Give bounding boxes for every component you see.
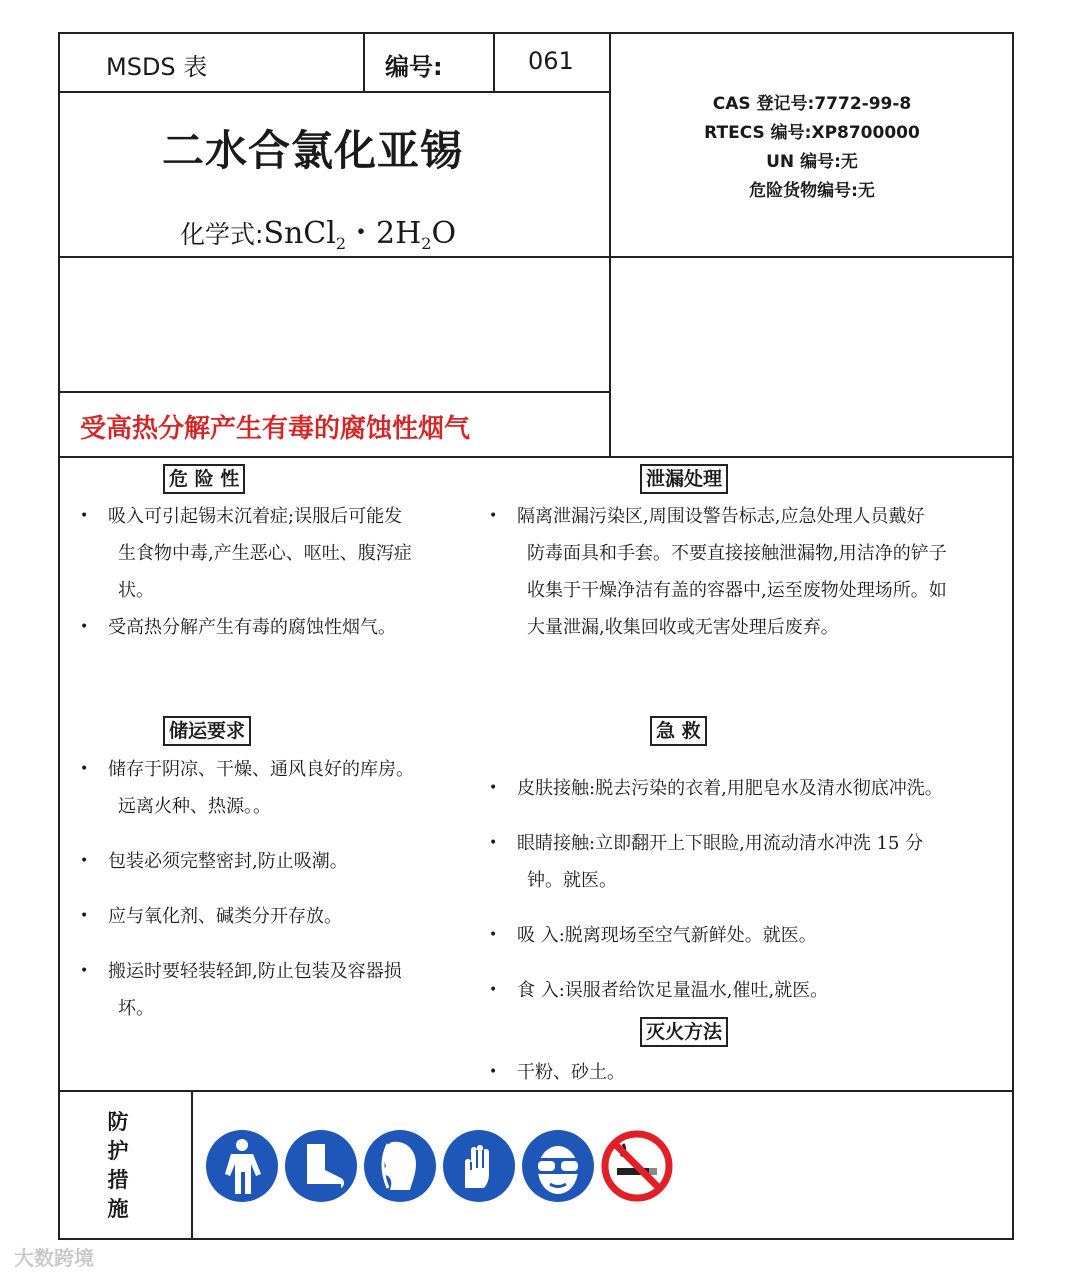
no-smoking-icon [599,1128,675,1204]
item-line: 应与氧化剂、碱类分开存放。 [108,906,342,927]
item-line: 皮肤接触:脱去污染的衣着,用肥皂水及清水彻底冲洗。 [517,778,943,799]
fire-list [469,1054,1014,1091]
section-title-fire: 灭火方法 [640,1017,728,1047]
protection-label [103,1108,133,1224]
first-aid-list [469,770,1014,1027]
protection-label-char: 措 [107,1168,129,1192]
number-value: 061 [528,47,574,75]
storage-list [60,751,480,1045]
spill-item [469,498,1014,646]
chemical-name: 二水合氯化亚锡 [162,126,464,175]
safety-goggles-icon [520,1128,596,1204]
divider [60,456,1012,458]
divider [191,1091,193,1238]
storage-item [60,953,480,1027]
item-line: 生食物中毒,产生恶心、呕吐、腹泻症 [118,543,412,564]
item-line: 状。 [118,580,154,601]
formula-part: SnCl [263,216,336,251]
formula-subscript: 2 [335,234,347,253]
protective-gloves-icon [441,1128,517,1204]
divider [60,91,611,93]
formula-label: 化学式: [180,220,264,249]
chemical-formula [180,208,456,253]
item-line: 干粉、砂土。 [517,1062,625,1083]
item-line: 眼睛接触:立即翻开上下眼睑,用流动清水冲洗 15 分 [517,833,924,854]
hazard-list [60,498,480,646]
hazard-item [60,609,480,646]
storage-item [60,843,480,880]
item-line: 坏。 [118,998,154,1019]
number-label: 编号: [385,53,443,81]
un-number: UN 编号:无 [766,152,858,172]
first-aid-item [469,825,1014,899]
msds-label: MSDS 表 [106,53,208,81]
divider [493,34,495,92]
section-title-storage: 储运要求 [163,716,251,746]
section-title-spill: 泄漏处理 [640,464,728,494]
dangerous-goods-number: 危险货物编号:无 [749,181,875,201]
watermark: 大数跨境 [14,1246,94,1270]
first-aid-item [469,972,1014,1009]
item-line: 钟。就医。 [527,870,617,891]
first-aid-item [469,770,1014,807]
hazard-warning: 受高热分解产生有毒的腐蚀性烟气 [80,414,471,444]
divider [60,256,1012,258]
item-line: 远离火种、热源。。 [118,796,271,817]
protective-suit-icon [204,1128,280,1204]
divider [609,34,611,458]
spill-list [469,498,1014,646]
item-line: 受高热分解产生有毒的腐蚀性烟气。 [108,617,396,638]
divider [363,34,365,92]
formula-subscript: 2 [421,234,432,253]
item-line: 隔离泄漏污染区,周围设警告标志,应急处理人员戴好 [517,506,925,527]
section-title-hazard: 危 险 性 [163,464,245,494]
face-shield-icon [362,1128,438,1204]
first-aid-item [469,917,1014,954]
protection-label-char: 防 [107,1110,129,1134]
item-line: 搬运时要轻装轻卸,防止包装及容器损 [108,961,402,982]
cas-number: CAS 登记号:7772-99-8 [712,94,912,114]
identifier-block [612,90,1012,206]
divider [60,391,611,393]
protection-label-char: 护 [107,1139,129,1163]
storage-item [60,751,480,825]
storage-item [60,898,480,935]
item-line: 储存于阴凉、干燥、通风良好的库房。 [108,759,414,780]
item-line: 吸入可引起锡末沉着症;误服后可能发 [108,506,403,527]
section-title-first-aid: 急 救 [650,716,707,746]
item-line: 吸 入:脱离现场至空气新鲜处。就医。 [517,925,817,946]
formula-part: ・2H [346,216,422,251]
protection-label-char: 施 [107,1197,129,1221]
hazard-item [60,498,480,609]
item-line: 食 入:误服者给饮足量温水,催吐,就医。 [517,980,829,1001]
rtecs-number: RTECS 编号:XP8700000 [704,123,920,143]
item-line: 包装必须完整密封,防止吸潮。 [108,851,348,872]
fire-item [469,1054,1014,1091]
item-line: 收集于干燥净洁有盖的容器中,运至废物处理场所。如 [527,580,947,601]
safety-boots-icon [283,1128,359,1204]
formula-part: O [431,216,457,251]
item-line: 大量泄漏,收集回收或无害处理后废弃。 [527,617,839,638]
item-line: 防毒面具和手套。不要直接接触泄漏物,用洁净的铲子 [527,543,947,564]
